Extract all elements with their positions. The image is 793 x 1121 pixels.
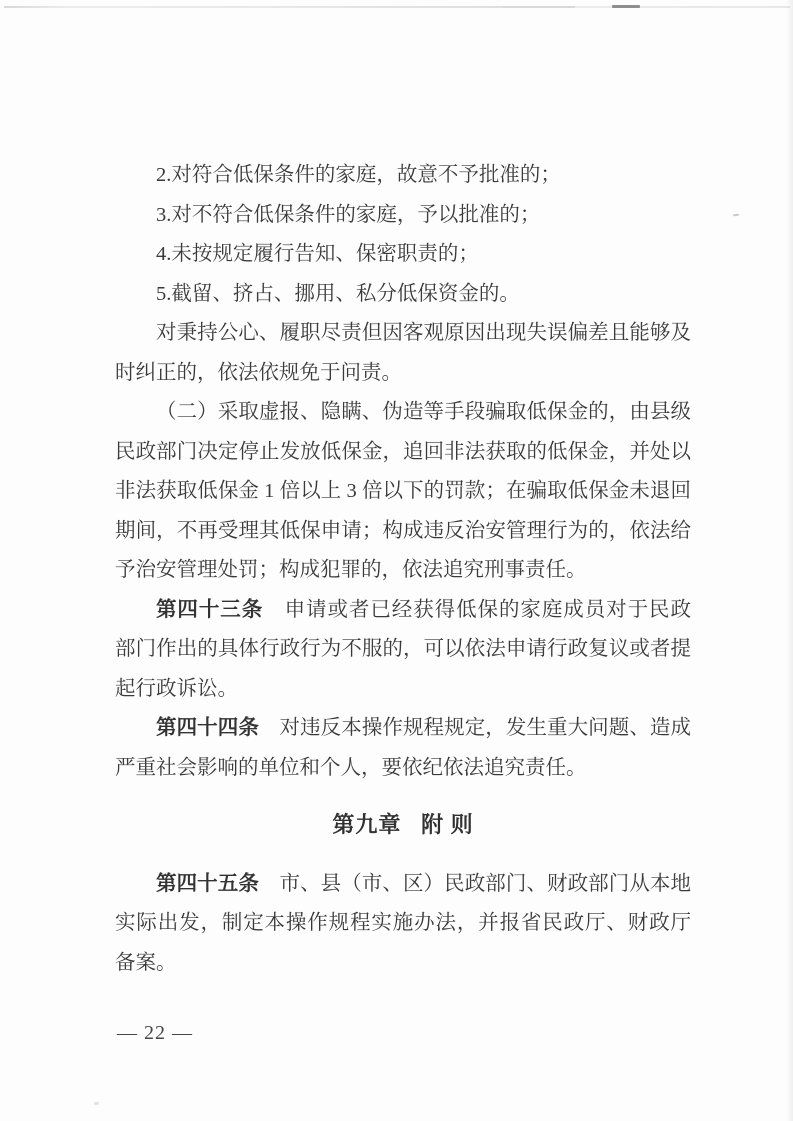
text-line: 起行政诉讼。 — [115, 677, 238, 700]
article-45-number: 第四十五条 — [156, 872, 259, 895]
text-line: 备案。 — [115, 951, 177, 974]
text-line: 部门作出的具体行政行为不服的，可以依法申请行政复议或者提 — [115, 638, 691, 660]
chapter-9-label: 第九章 — [332, 812, 402, 837]
list-item-2: 2.对符合低保条件的家庭，故意不予批准的； — [156, 164, 561, 186]
paragraph-fraud-penalty — [115, 393, 691, 591]
scan-edge-artifact-top — [4, 6, 790, 8]
page-number: — 22 — — [117, 1022, 193, 1044]
list-item-5: 5.截留、挤占、挪用、私分低保资金的。 — [156, 282, 520, 305]
scan-edge-artifact-mid — [503, 6, 575, 8]
text-line: 时纠正的，依法依规免于问责。 — [115, 361, 402, 384]
article-43-number: 第四十三条 — [156, 598, 264, 621]
chapter-9-heading — [115, 805, 691, 845]
text-line — [115, 709, 691, 749]
article-45-text: 市、县（市、区）民政部门、财政部门从本地 — [279, 872, 692, 895]
scan-speck — [733, 214, 739, 217]
text-line: 实际出发，制定本操作规程实施办法，并报省民政厅、财政厅 — [115, 912, 691, 934]
text-line: 予治安管理处罚；构成犯罪的，依法追究刑事责任。 — [115, 559, 587, 581]
text-line: 期间，不再受理其低保申请；构成违反治安管理行为的，依法给 — [115, 519, 691, 542]
text-line: 非法获取低保金 1 倍以上 3 倍以下的罚款；在骗取低保金未退回 — [115, 480, 691, 502]
text-line — [115, 591, 691, 631]
article-44 — [115, 709, 691, 788]
document-body — [115, 156, 691, 983]
text-line: 对秉持公心、履职尽责但因客观原因出现失误偏差且能够及 — [156, 322, 691, 344]
text-line: （二）采取虚报、隐瞒、伪造等手段骗取低保金的，由县级 — [156, 401, 691, 423]
chapter-9-title: 附 则 — [421, 812, 474, 837]
list-item-3: 3.对不符合低保条件的家庭，予以批准的； — [156, 203, 541, 226]
paragraph-liability-exemption — [115, 314, 691, 393]
article-45 — [115, 865, 691, 984]
text-line: 民政部门决定停止发放低保金，追回非法获取的低保金，并处以 — [115, 440, 691, 463]
scan-edge-shadow-right — [786, 0, 793, 1121]
scan-speck — [94, 1102, 99, 1105]
article-43 — [115, 591, 691, 710]
article-44-text: 对违反本操作规程规定，发生重大问题、造成 — [279, 717, 692, 739]
scan-edge-artifact-dark — [612, 5, 640, 8]
text-line: 严重社会影响的单位和个人，要依纪依法追究责任。 — [115, 756, 587, 779]
article-44-number: 第四十四条 — [156, 717, 259, 739]
text-line — [115, 865, 691, 905]
article-43-text: 申请或者已经获得低保的家庭成员对于民政 — [283, 598, 691, 621]
list-item-4: 4.未按规定履行告知、保密职责的； — [156, 243, 479, 265]
